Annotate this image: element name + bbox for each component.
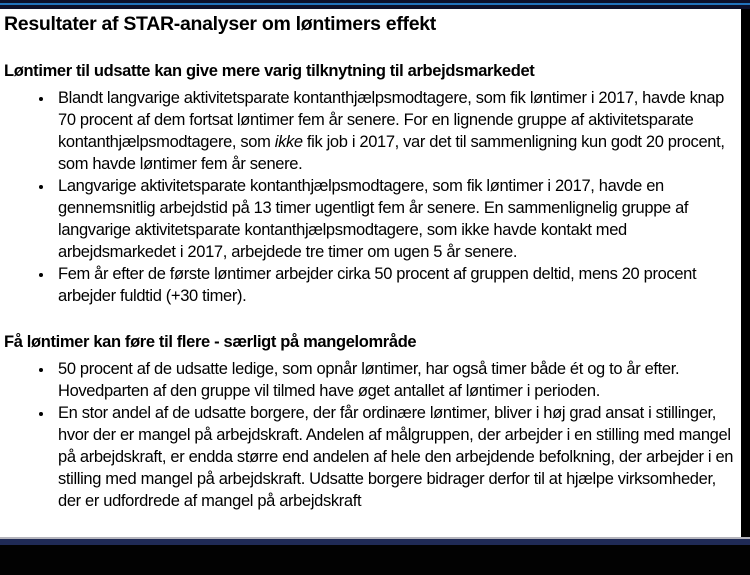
emphasis-text: ikke [274,133,303,151]
bullet-item: • Langvarige aktivitetsparate kontanthjælpsmodtagere, som fik løntimer i 2017, havde en gennemsnitlig arbejdstid på 13 timer ugentligt fem år senere. En sammenlignelig gruppe af langvarige aktivitetsparate kontanthjælpsmodtagere, som ikke havde kontakt med arbejdsmarkedet i 2017, arbejdede tre timer om ugen 5 år senere. [54,175,734,263]
bullet-item [54,87,734,175]
section-more-hours [4,332,734,512]
section-heading-more-hours: Få løntimer kan føre til flere - særligt på mangelområde [4,333,417,351]
bottom-border-bar [0,537,750,575]
top-bar-dark-line-lower [0,5,750,9]
section-heading-durable-attachment: Løntimer til udsatte kan give mere varig tilknytning til arbejdsmarkedet [4,62,535,80]
document-content [4,9,734,512]
page-title: Resultater af STAR-analyser om løntimers effekt [4,13,437,35]
top-border-bar [0,0,750,9]
right-border-strip [741,9,750,538]
bullet-item: • 50 procent af de udsatte ledige, som opnår løntimer, har også timer både ét og to år efter. Hovedparten af den gruppe vil tilmed have øget antallet af løntimer i perioden. [54,358,734,402]
bullet-item: • Fem år efter de første løntimer arbejder cirka 50 procent af gruppen deltid, mens 20 procent arbejder fuldtid (+30 timer). [54,263,734,307]
bullet-text-segment: Blandt langvarige aktivitetsparate kontanthjælpsmodtagere, som fik løntimer i 2017, havde knap 70 procent af dem fortsat løntimer fem år senere. For en lignende gruppe af aktivitetsparate kontanthjælpsmodtagere, som [58,89,724,151]
bullet-item: • En stor andel af de udsatte borgere, der får ordinære løntimer, bliver i høj grad ansat i stillinger, hvor der er mangel på arbejdskraft. Andelen af målgruppen, der arbejder i en stilling med mangel på arbejdskraft, er endda større end andelen af hele den arbejdende befolkning, der arbejder i en stilling med mangel på arbejdskraft. Udsatte borgere bidrager derfor til at hjælpe virksomheder, der er udfordrede af mangel på arbejdskraft [54,402,734,512]
bullet-list [4,358,734,512]
bullet-text-segment: fik job i 2017, var det til sammenligning kun godt 20 procent, som havde løntimer fem år senere. [58,133,725,173]
section-durable-attachment [4,61,734,307]
bullet-list [4,87,734,307]
bottom-black-bar [0,545,750,575]
